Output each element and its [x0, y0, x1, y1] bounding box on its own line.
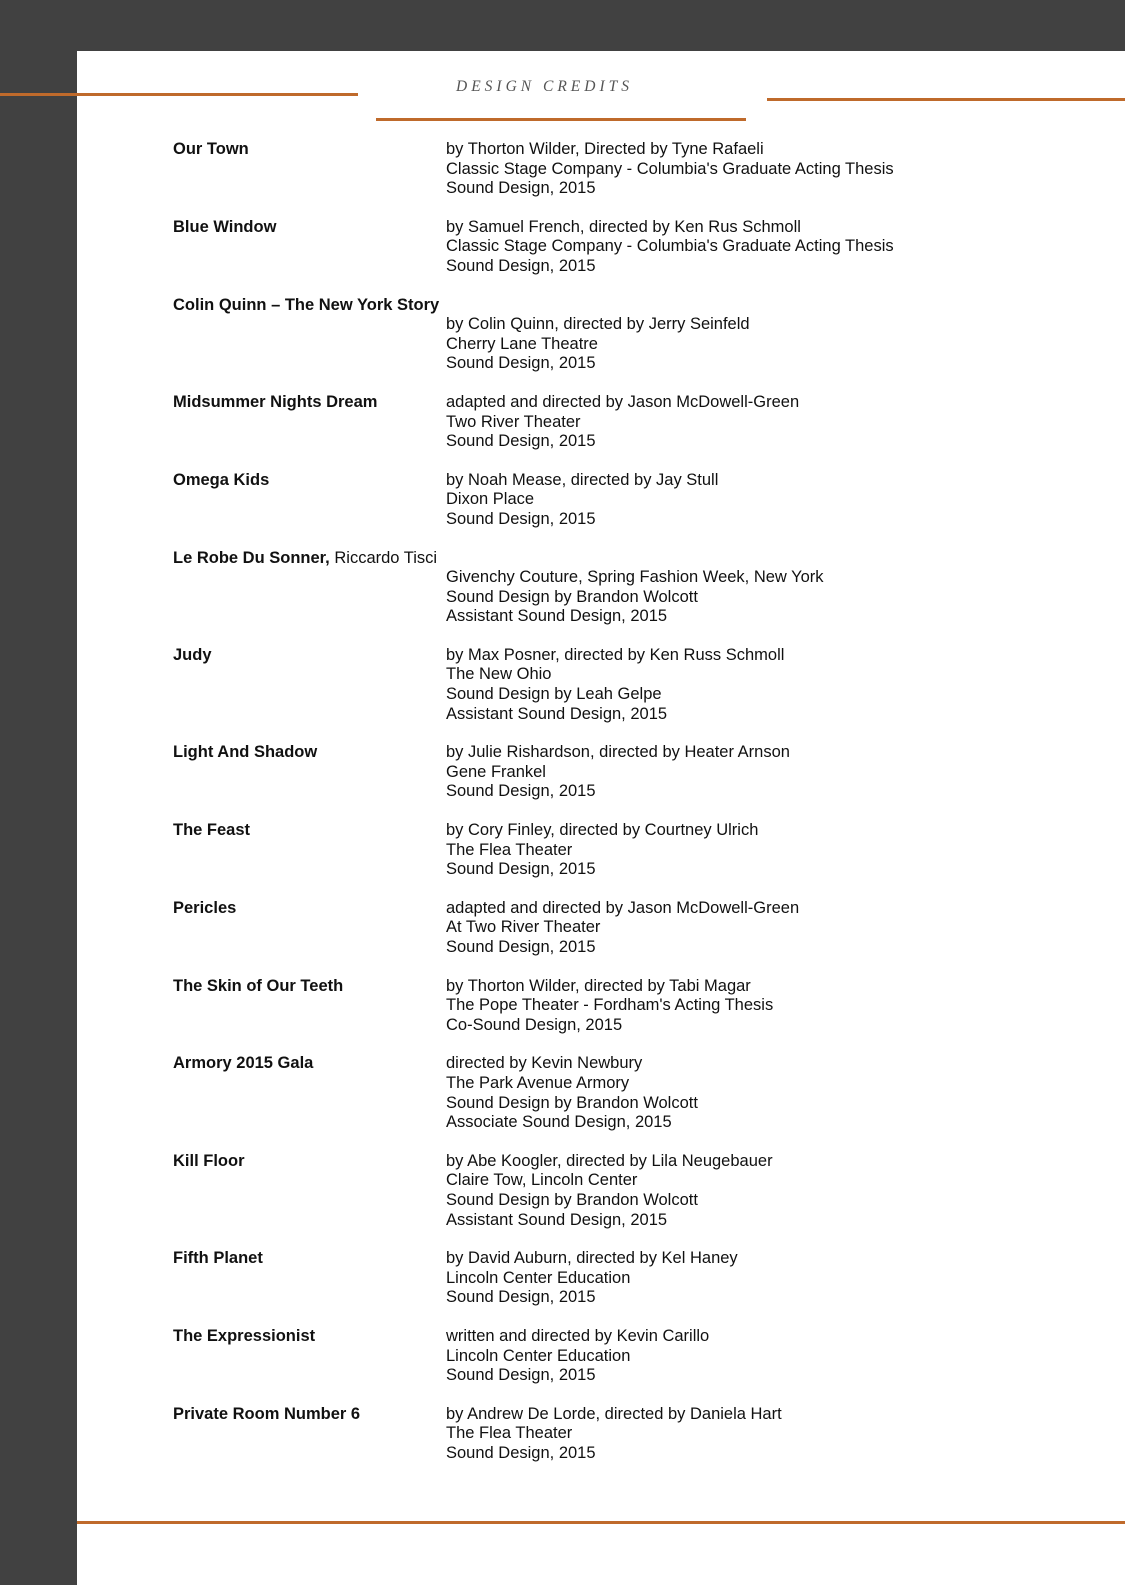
credit-detail-line: written and directed by Kevin Carillo [446, 1326, 710, 1345]
credit-title [173, 1152, 245, 1172]
credit-title-text: Our Town [173, 140, 249, 158]
credit-title [173, 393, 377, 413]
credit-title-text: Omega Kids [173, 470, 270, 489]
credit-entry [173, 393, 1033, 452]
credit-details [446, 1152, 1033, 1230]
credit-title [173, 821, 250, 841]
credit-entry [173, 296, 1033, 374]
credit-entry [173, 899, 1033, 958]
credit-title-text: Light And Shadow [173, 743, 318, 762]
credit-detail-line: Assistant Sound Design, 2015 [446, 1210, 668, 1229]
credit-entry [173, 1327, 1033, 1386]
header-rule-center [376, 118, 746, 121]
credit-detail-line: The Pope Theater - Fordham's Acting Thesis [446, 996, 774, 1015]
credit-entry [173, 140, 1033, 199]
credit-detail-line: by David Auburn, directed by Kel Haney [446, 1249, 738, 1268]
credit-detail-line: by Abe Koogler, directed by Lila Neugebauer [446, 1151, 773, 1170]
credit-title [173, 140, 249, 160]
credit-detail-line: Lincoln Center Education [446, 1268, 631, 1287]
credit-detail-line: Sound Design, 2015 [446, 432, 596, 451]
credit-detail-line: adapted and directed by Jason McDowell-Green [446, 392, 800, 411]
credit-entry [173, 821, 1033, 880]
credit-detail-line: by Thorton Wilder, Directed by Tyne Rafaeli [446, 140, 764, 158]
credit-title-text: Colin Quinn – The New York Story [173, 295, 440, 314]
credit-detail-line: by Julie Rishardson, directed by Heater Arnson [446, 743, 790, 762]
credit-title-text: Kill Floor [173, 1151, 245, 1170]
credit-detail-line: Sound Design by Brandon Wolcott [446, 1093, 698, 1112]
credit-detail-line: Gene Frankel [446, 762, 546, 781]
credit-detail-line: Co-Sound Design, 2015 [446, 1015, 623, 1034]
credit-details [446, 218, 1033, 277]
credit-title-text: The Skin of Our Teeth [173, 976, 344, 995]
credit-title-text: Blue Window [173, 217, 277, 236]
credit-title [173, 471, 269, 491]
credit-title-text: The Expressionist [173, 1326, 316, 1345]
credit-title-text: Fifth Planet [173, 1249, 263, 1268]
credit-detail-line: Sound Design, 2015 [446, 179, 596, 198]
credit-title [173, 1054, 313, 1074]
credit-detail-line: The New Ohio [446, 665, 552, 684]
credit-details [446, 899, 1033, 958]
credit-title-text: Le Robe Du Sonner, [173, 548, 330, 567]
credit-detail-line: Assistant Sound Design, 2015 [446, 704, 668, 723]
header-rule-right [767, 98, 1125, 101]
credit-detail-line: Sound Design, 2015 [446, 354, 596, 373]
credit-details [446, 549, 1033, 627]
credit-title-text: Pericles [173, 898, 237, 917]
credit-title [173, 743, 317, 763]
credit-details [446, 296, 1033, 374]
credit-detail-line: Sound Design by Brandon Wolcott [446, 1190, 698, 1209]
credit-entry [173, 1054, 1033, 1132]
credit-title-text: Private Room Number 6 [173, 1404, 361, 1423]
credit-entry [173, 977, 1033, 1036]
credit-detail-line: by Thorton Wilder, directed by Tabi Magar [446, 976, 751, 995]
credit-title [173, 1405, 360, 1425]
credit-detail-line: adapted and directed by Jason McDowell-Green [446, 898, 800, 917]
credit-title [173, 296, 439, 316]
credit-detail-line: by Samuel French, directed by Ken Rus Schmoll [446, 217, 801, 236]
footer-rule [77, 1521, 1125, 1524]
credit-details [446, 1054, 1033, 1132]
credit-detail-line: Associate Sound Design, 2015 [446, 1113, 672, 1132]
credit-detail-line: by Andrew De Lorde, directed by Daniela Hart [446, 1404, 782, 1423]
credit-details [446, 743, 1033, 802]
credit-entry [173, 218, 1033, 277]
credit-detail-line: Sound Design, 2015 [446, 256, 596, 275]
credit-detail-line: directed by Kevin Newbury [446, 1054, 643, 1073]
credit-detail-line: At Two River Theater [446, 918, 601, 937]
credit-detail-line: Dixon Place [446, 490, 535, 509]
credit-detail-line: Cherry Lane Theatre [446, 334, 598, 353]
credit-detail-line: by Max Posner, directed by Ken Russ Schmoll [446, 645, 785, 664]
credit-title-suffix: Riccardo Tisci [329, 548, 438, 567]
credit-title [173, 549, 437, 569]
credit-detail-line: by Noah Mease, directed by Jay Stull [446, 470, 719, 489]
credit-detail-line: Sound Design, 2015 [446, 860, 596, 879]
credit-title [173, 1249, 263, 1269]
credit-detail-line: Sound Design, 2015 [446, 1288, 596, 1307]
credit-detail-line: Lincoln Center Education [446, 1346, 631, 1365]
credit-detail-line: Sound Design, 2015 [446, 938, 596, 956]
credit-entry [173, 549, 1033, 627]
credit-detail-line: The Flea Theater [446, 840, 573, 859]
credit-details [446, 646, 1033, 724]
credit-entry [173, 471, 1033, 530]
credit-details [446, 1249, 1033, 1308]
credit-details [446, 140, 1033, 199]
credit-entry [173, 1152, 1033, 1230]
credit-entry [173, 743, 1033, 802]
credit-detail-line: The Flea Theater [446, 1424, 573, 1443]
credit-title [173, 1327, 315, 1347]
header-rule-left [0, 93, 358, 96]
credit-title [173, 218, 276, 238]
credit-detail-line: Two River Theater [446, 412, 581, 431]
credit-detail-line: Sound Design by Leah Gelpe [446, 685, 662, 704]
credit-title-text: Armory 2015 Gala [173, 1054, 314, 1073]
credit-detail-line: by Colin Quinn, directed by Jerry Seinfeld [446, 315, 750, 334]
credit-title [173, 646, 212, 666]
credit-title-text: Judy [173, 645, 212, 664]
credit-title [173, 899, 236, 919]
credit-detail-line: by Cory Finley, directed by Courtney Ulrich [446, 821, 759, 840]
credit-detail-line: Claire Tow, Lincoln Center [446, 1171, 638, 1190]
credit-entry [173, 646, 1033, 724]
credit-detail-line: The Park Avenue Armory [446, 1073, 630, 1092]
credit-title [173, 977, 343, 997]
credit-entry [173, 1249, 1033, 1308]
credits-list [173, 140, 1033, 1482]
credit-title-text: Midsummer Nights Dream [173, 392, 378, 411]
credit-details [446, 977, 1033, 1036]
credit-detail-line: Assistant Sound Design, 2015 [446, 607, 668, 626]
credit-title-text: The Feast [173, 821, 251, 840]
page-title: DESIGN CREDITS [456, 78, 633, 95]
credit-detail-line: Sound Design, 2015 [446, 1366, 596, 1385]
credit-detail-line: Classic Stage Company - Columbia's Graduate Acting Thesis [446, 237, 894, 256]
credit-details [446, 393, 1033, 452]
credit-detail-line: Sound Design, 2015 [446, 782, 596, 801]
credit-entry [173, 1405, 1033, 1464]
credit-details [446, 471, 1033, 530]
credit-details [446, 1327, 1033, 1386]
credit-detail-line: Sound Design, 2015 [446, 1443, 596, 1462]
credit-detail-line: Givenchy Couture, Spring Fashion Week, New York [446, 568, 824, 587]
credit-detail-line: Sound Design, 2015 [446, 509, 596, 528]
credit-detail-line: Classic Stage Company - Columbia's Graduate Acting Thesis [446, 159, 894, 178]
credit-details [446, 1405, 1033, 1464]
credit-detail-line: Sound Design by Brandon Wolcott [446, 587, 698, 606]
credit-details [446, 821, 1033, 880]
